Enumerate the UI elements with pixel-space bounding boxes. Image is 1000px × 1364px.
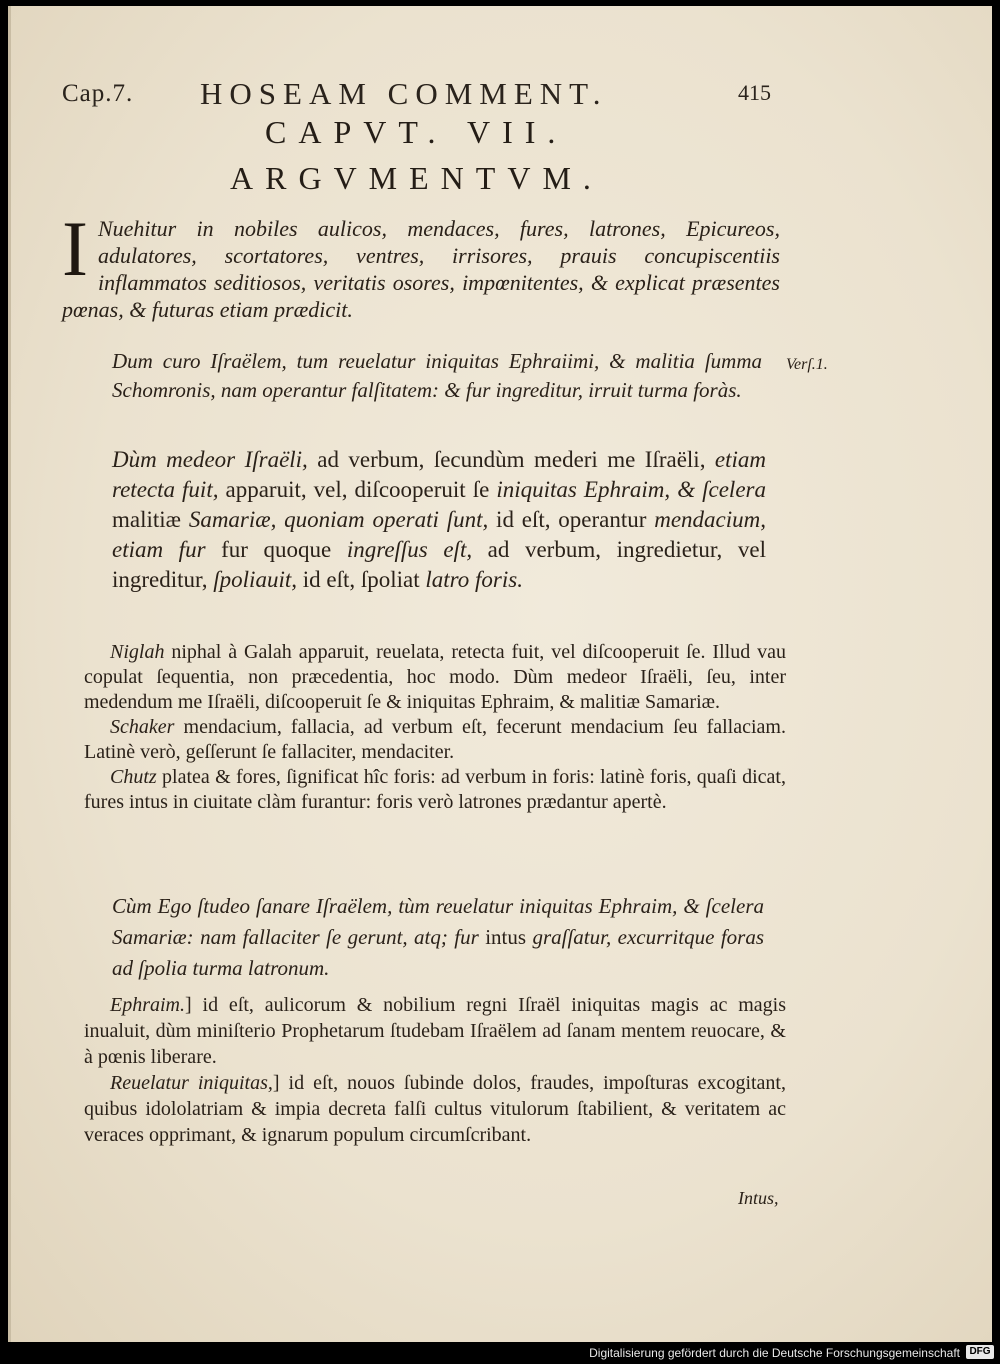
gloss-text: malitiæ xyxy=(112,507,189,532)
gloss-italic: ſpoliauit, xyxy=(213,567,297,592)
gloss-lead: Dùm medeor Iſraëli, xyxy=(112,447,308,472)
paraphrase xyxy=(112,891,764,984)
note-term: Schaker xyxy=(110,716,175,738)
gloss-italic: etiam retecta fuit, xyxy=(112,447,766,502)
gloss-italic: Samariæ, quoniam operati ſunt, xyxy=(188,507,489,532)
paraphrase-italic: graſſatur, excurritque foras ad ſpolia turma latronum. xyxy=(112,925,764,980)
verse-translation: Dum curo Iſraëlem, tum reuelatur iniquitas Ephraiimi, & malitia ſumma Schomronis, nam operantur falſitatem: & fur ingreditur, irruit turma foràs. xyxy=(112,349,762,402)
note-text: mendacium, fallacia, ad verbum eſt, fecerunt mendacium ſeu fallaciam. Latinè verò, geſſerunt ſe fallaciter, mendaciter. xyxy=(84,716,786,763)
note-schaker xyxy=(84,715,786,765)
comment-text: ] id eſt, nouos ſubinde dolos, fraudes, impoſturas excogitant, quibus idololatriam & impia decreta falſi cultus vitulorum ſtabilient, & veritatem ac veraces opprimant, & ignarum populum circumſcribant. xyxy=(84,1072,786,1146)
note-niglah xyxy=(84,640,786,715)
chapter-title: CAPVT. VII. xyxy=(265,114,568,150)
catchword: Intus, xyxy=(738,1188,779,1208)
gloss-italic: iniquitas Ephraim, & ſcelera xyxy=(496,477,766,502)
verse-marker: Verſ.1. xyxy=(786,356,828,373)
comment-reuelatur xyxy=(84,1070,786,1148)
paraphrase-text: intus xyxy=(478,925,533,949)
dfg-logo: DFG xyxy=(966,1345,994,1359)
comment-ephraim xyxy=(84,992,786,1070)
note-term: Niglah xyxy=(110,641,165,663)
drop-cap: I xyxy=(62,205,88,292)
comment-term: Reuelatur iniquitas, xyxy=(110,1072,273,1094)
argument-text: Nuehitur in nobiles aulicos, mendaces, fures, latrones, Epicureos, adulatores, scortatores, ventres, irrisores, prauis concupiscentiis inflammatos seditiosos, veritatis osores, impœnitentes, & explicat præsentes pœnas, & futuras etiam prædicit. xyxy=(62,216,780,322)
gloss-italic: ingreſſus eſt, xyxy=(346,537,473,562)
paraphrase-italic: Cùm Ego ſtudeo ſanare Iſraëlem, tùm reuelatur iniquitas Ephraim, & ſcelera Samariæ: nam fallaciter ſe gerunt, atq; fur xyxy=(112,894,764,949)
gloss-text: id eſt, operantur xyxy=(488,507,655,532)
gloss-text: id eſt, ſpoliat xyxy=(296,567,426,592)
note-text: platea & fores, ſignificat hîc foris: ad verbum in foris: latinè foris, quaſi dicat, fures intus in ciuitate clàm furantur: foris verò latrones prædantur apertè. xyxy=(84,766,786,813)
digitization-credit: Digitalisierung gefördert durch die Deutsche Forschungsgemeinschaft xyxy=(589,1346,960,1360)
gloss-text: apparuit, vel, diſcooperuit ſe xyxy=(218,477,497,502)
argument-title: ARGVMENTVM. xyxy=(230,160,603,196)
comment-text: ] id eſt, aulicorum & nobilium regni Iſraël iniquitas magis ac magis inualuit, dùm miniſterio Prophetarum ſtudebam Iſraëlem ad ſanam mentem reuocare, & à pœnis liberare. xyxy=(84,994,786,1068)
running-title: HOSEAM COMMENT. xyxy=(200,76,608,111)
commentary xyxy=(84,992,786,1148)
gloss-italic: mendacium, etiam fur xyxy=(112,507,767,562)
gloss-text: ad verbum, ingredietur, vel ingreditur, xyxy=(112,537,766,592)
note-chutz xyxy=(84,765,786,815)
gloss-text: fur quoque xyxy=(205,537,347,562)
philological-notes xyxy=(84,640,786,815)
gloss-italic: latro foris. xyxy=(425,567,523,592)
argument-paragraph xyxy=(62,205,780,323)
chapter-reference: Cap.7. xyxy=(62,80,134,107)
page-number: 415 xyxy=(738,80,771,105)
note-text: niphal à Galah apparuit, reuelata, retecta fuit, vel diſcooperuit ſe. Illud vau copulat ſequentia, non præcedentia, hoc modo. Dùm medeor Iſraëli, ſeu, inter medendum me Iſraëli, diſcooperuit ſe & iniquitas Ephraim, & malitiæ Samariæ. xyxy=(84,641,786,713)
comment-term: Ephraim. xyxy=(110,994,185,1016)
note-term: Chutz xyxy=(110,766,157,788)
gloss-paragraph xyxy=(112,445,766,595)
gloss-text: ad verbum, ſecundùm mederi me Iſraëli, xyxy=(307,447,715,472)
